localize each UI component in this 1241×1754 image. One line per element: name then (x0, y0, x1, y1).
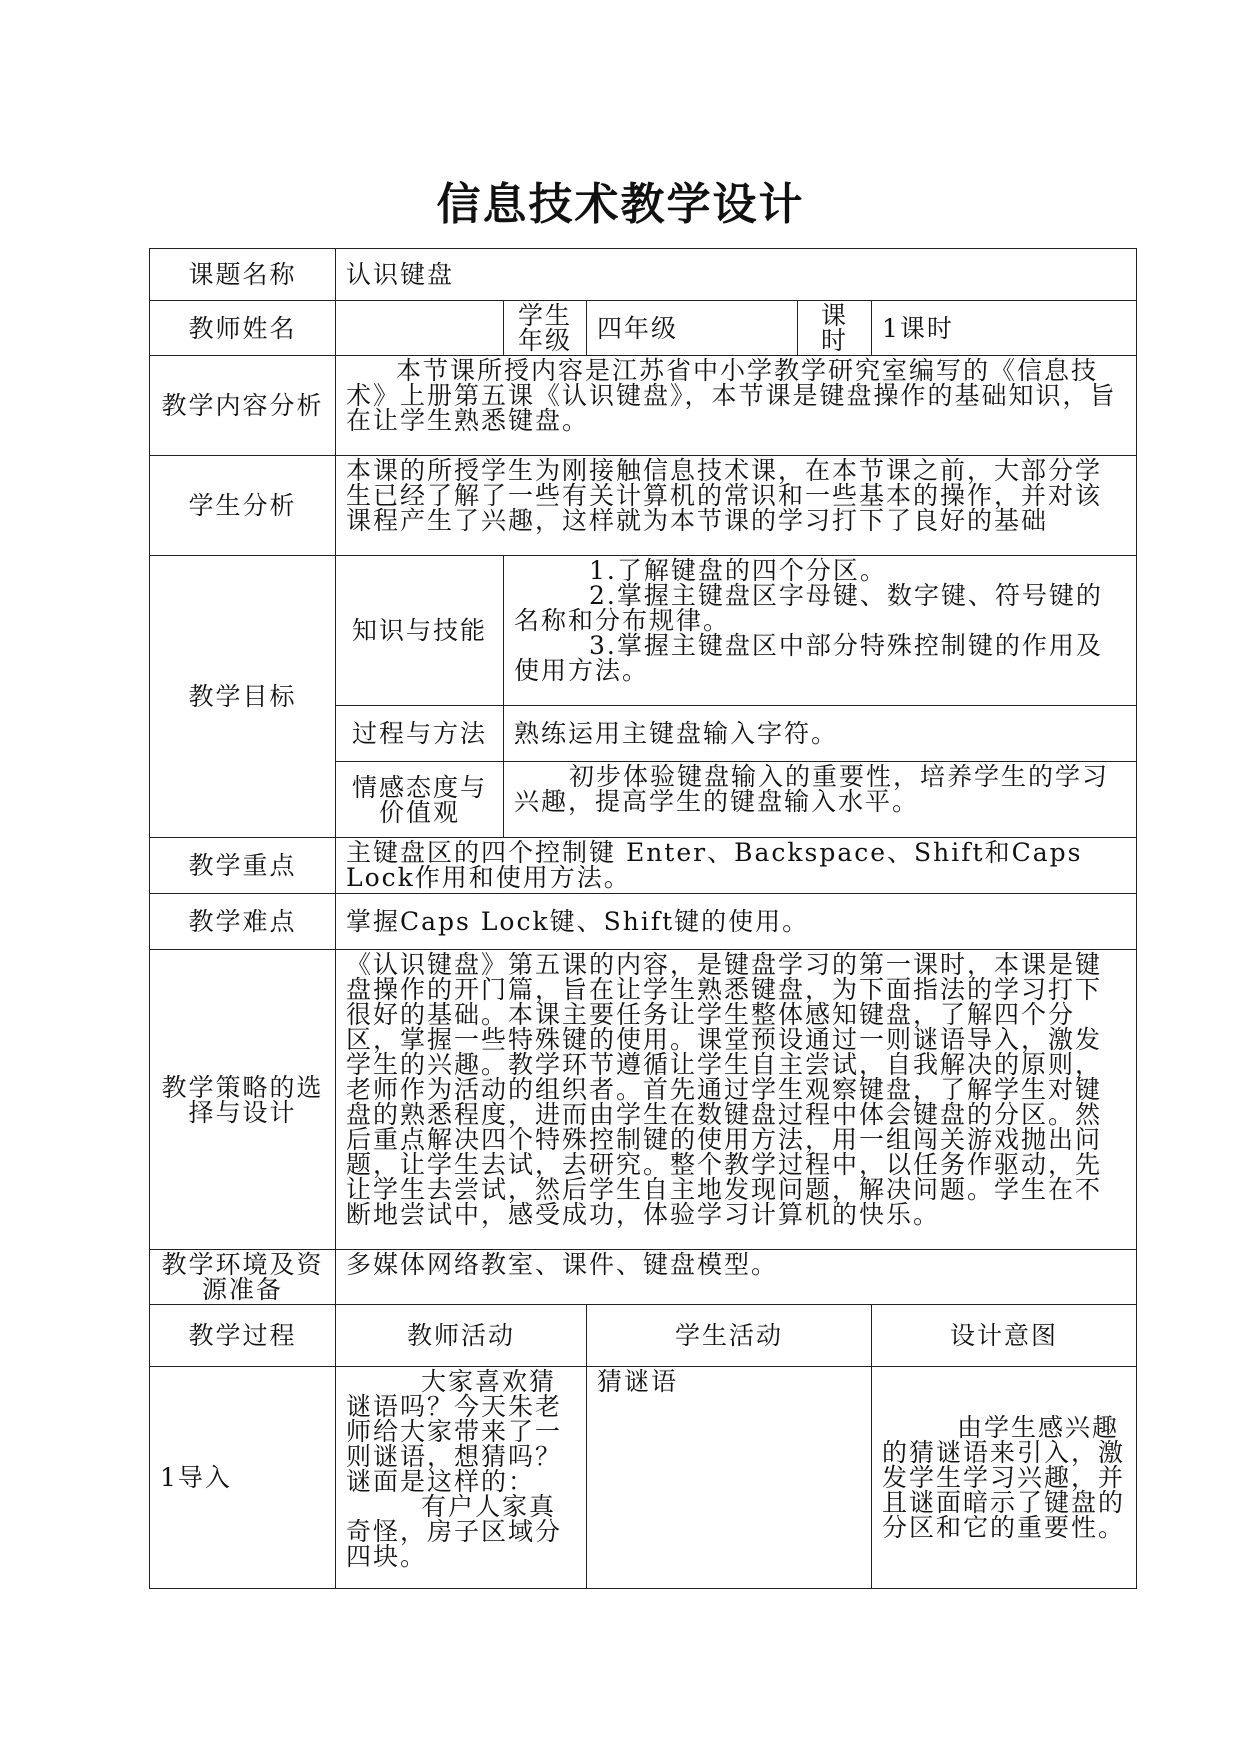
row-environment (150, 1250, 1137, 1305)
intro-student-activity: 猜谜语 (587, 1367, 872, 1589)
topic-value: 认识键盘 (336, 249, 1137, 301)
intro-label: 1导入 (150, 1367, 336, 1589)
student-analysis-value: 本课的所授学生为刚接触信息技术课，在本节课之前，大部分学生已经了解了一些有关计算机的常识和一些基本的操作，并对该课程产生了兴趣，这样就为本节课的学习打下了良好的基础 (336, 456, 1137, 556)
row-difficulties (150, 894, 1137, 950)
student-activity-header: 学生活动 (587, 1305, 872, 1367)
row-content-analysis (150, 356, 1137, 456)
process-method-label: 过程与方法 (336, 706, 504, 762)
grade-label: 学生年级 (504, 301, 587, 356)
row-strategy (150, 950, 1137, 1250)
row-process-header (150, 1305, 1137, 1367)
emotion-value: 初步体验键盘输入的重要性，培养学生的学习兴趣，提高学生的键盘输入水平。 (504, 762, 1137, 838)
key-points-label: 教学重点 (150, 838, 336, 894)
difficulties-label: 教学难点 (150, 894, 336, 950)
row-student-analysis (150, 456, 1137, 556)
environment-label: 教学环境及资源准备 (150, 1250, 336, 1305)
student-analysis-label: 学生分析 (150, 456, 336, 556)
row-goal-knowledge (150, 556, 1137, 706)
key-points-value: 主键盘区的四个控制键 Enter、Backspace、Shift和Caps Lock作用和使用方法。 (336, 838, 1137, 894)
emotion-label: 情感态度与价值观 (336, 762, 504, 838)
row-key-points (150, 838, 1137, 894)
process-method-value: 熟练运用主键盘输入字符。 (504, 706, 1137, 762)
row-topic (150, 249, 1137, 301)
row-intro (150, 1367, 1137, 1589)
hours-value: 1课时 (872, 301, 1137, 356)
knowledge-label: 知识与技能 (336, 556, 504, 706)
content-analysis-value: 本节课所授内容是江苏省中小学教学研究室编写的《信息技术》上册第五课《认识键盘》，本节课是键盘操作的基础知识，旨在让学生熟悉键盘。 (336, 356, 1137, 456)
topic-label: 课题名称 (150, 249, 336, 301)
knowledge-item-2: 2.掌握主键盘区字母键、数字键、符号键的名称和分布规律。 (514, 581, 1103, 635)
intro-teacher-text-1: 大家喜欢猜谜语吗？今天朱老师给大家带来了一则谜语，想猜吗？谜面是这样的： (346, 1367, 563, 1496)
goals-label: 教学目标 (150, 556, 336, 838)
knowledge-item-1: 1.了解键盘的四个分区。 (589, 556, 887, 585)
intro-teacher-activity (336, 1367, 587, 1589)
document-title: 信息技术教学设计 (436, 179, 805, 230)
teacher-activity-header: 教师活动 (336, 1305, 587, 1367)
intro-design-intent: 由学生感兴趣的猜谜语来引入，激发学生学习兴趣，并且谜面暗示了键盘的分区和它的重要性。 (872, 1367, 1137, 1589)
process-label: 教学过程 (150, 1305, 336, 1367)
row-teacher (150, 301, 1137, 356)
teacher-value (336, 301, 504, 356)
strategy-value: 《认识键盘》第五课的内容，是键盘学习的第一课时，本课是键盘操作的开门篇，旨在让学生熟悉键盘，为下面指法的学习打下很好的基础。本课主要任务让学生整体感知键盘，了解四个分区，掌握一些特殊键的使用。课堂预设通过一则谜语导入，激发学生的兴趣。教学环节遵循让学生自主尝试，自我解决的原则，老师作为活动的组织者。首先通过学生观察键盘，了解学生对键盘的熟悉程度，进而由学生在数键盘过程中体会键盘的分区。然后重点解决四个特殊控制键的使用方法，用一组闯关游戏抛出问题，让学生去试，去研究。整个教学过程中，以任务作驱动，先让学生去尝试，然后学生自主地发现问题，解决问题。学生在不断地尝试中，感受成功，体验学习计算机的快乐。 (336, 950, 1137, 1250)
teacher-label: 教师姓名 (150, 301, 336, 356)
knowledge-item-3: 3.掌握主键盘区中部分特殊控制键的作用及使用方法。 (514, 631, 1103, 685)
lesson-plan-table (149, 248, 1137, 1589)
knowledge-value (504, 556, 1137, 706)
content-analysis-label: 教学内容分析 (150, 356, 336, 456)
difficulties-value: 掌握Caps Lock键、Shift键的使用。 (336, 894, 1137, 950)
environment-value: 多媒体网络教室、课件、键盘模型。 (336, 1250, 1137, 1305)
hours-label: 课时 (798, 301, 872, 356)
design-intent-header: 设计意图 (872, 1305, 1137, 1367)
grade-value: 四年级 (587, 301, 798, 356)
intro-teacher-text-2: 有户人家真奇怪，房子区域分四块。 (346, 1492, 563, 1571)
strategy-label: 教学策略的选择与设计 (150, 950, 336, 1250)
